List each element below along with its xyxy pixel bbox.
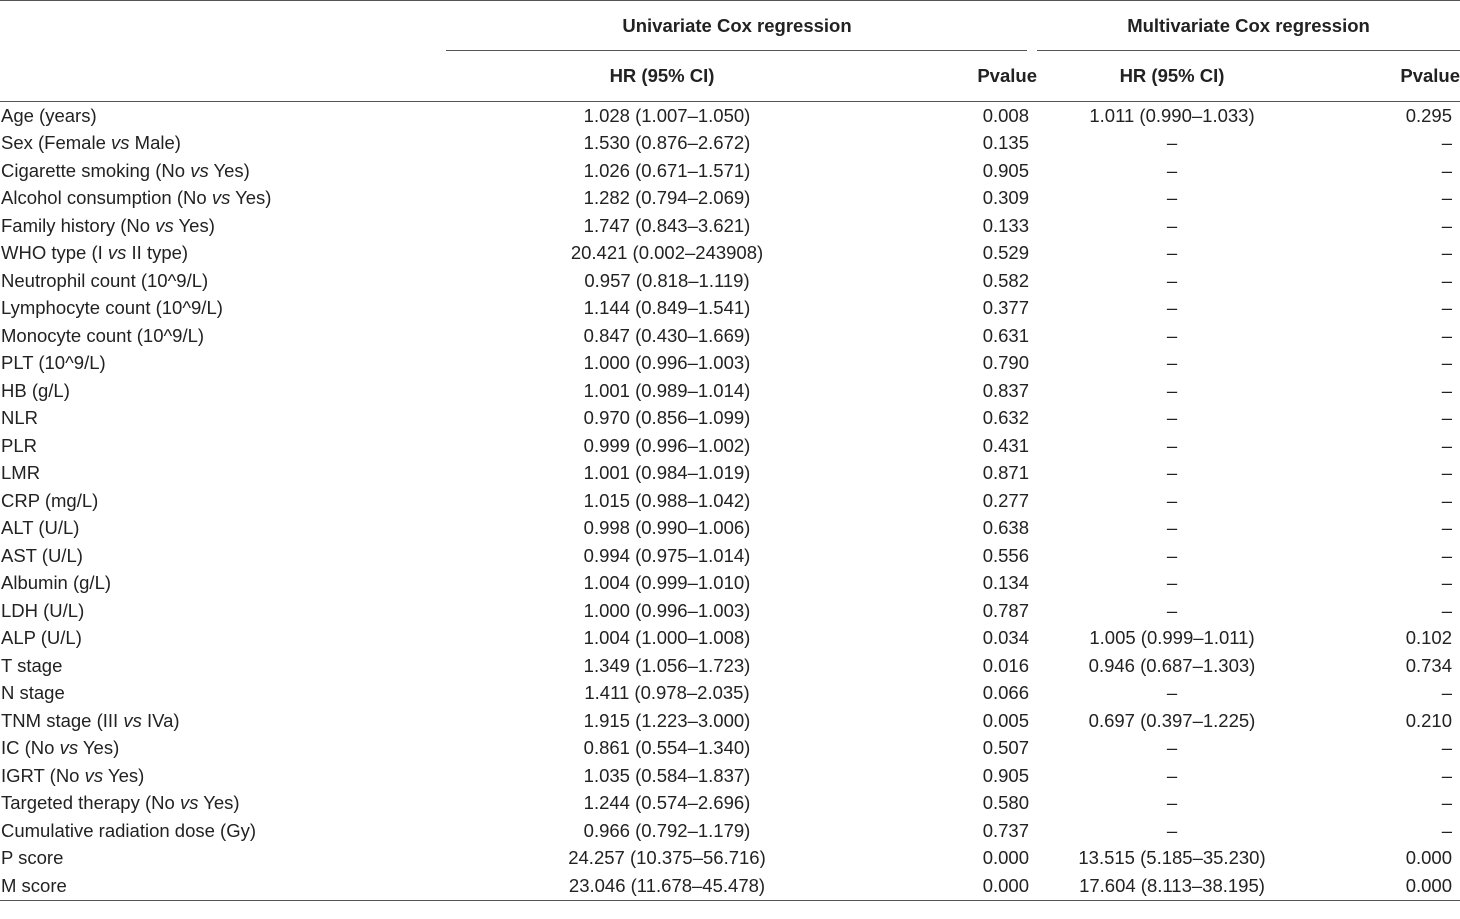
univariate-p-cell: 0.871 xyxy=(982,462,1029,484)
univariate-p-cell: 0.837 xyxy=(982,379,1029,401)
multivariate-p-cell: – xyxy=(1441,132,1453,154)
variable-cell xyxy=(0,707,437,735)
variable-label: T stage xyxy=(1,654,63,676)
multivariate-hr-cell: 13.515 (5.185–35.230) xyxy=(1078,847,1266,869)
multivariate-p-cell: – xyxy=(1441,489,1453,511)
table-row xyxy=(0,185,1460,213)
variable-label-suffix: Male) xyxy=(129,132,181,154)
variable-label-suffix: Yes) xyxy=(78,737,120,759)
table-row xyxy=(0,735,1460,763)
univariate-p-cell: 0.005 xyxy=(982,709,1029,731)
multivariate-hr-cell: – xyxy=(1166,407,1178,429)
variable-label: Monocyte count (10^9/L) xyxy=(1,324,205,346)
variable-label: LDH (U/L) xyxy=(1,599,85,621)
univariate-p-cell: 0.507 xyxy=(982,737,1029,759)
table-row xyxy=(0,817,1460,845)
univariate-hr-cell: 0.999 (0.996–1.002) xyxy=(583,434,751,456)
table-row xyxy=(0,790,1460,818)
univariate-hr-cell: 1.001 (0.984–1.019) xyxy=(583,462,751,484)
table-row xyxy=(0,872,1460,900)
variable-label: HB (g/L) xyxy=(1,379,70,401)
univariate-hr-cell: 0.998 (0.990–1.006) xyxy=(583,517,751,539)
multivariate-hr-cell: – xyxy=(1166,242,1178,264)
univariate-p-cell: 0.000 xyxy=(887,872,1037,900)
variable-label: PLR xyxy=(1,434,37,456)
univariate-p-cell: 0.008 xyxy=(982,104,1029,126)
multivariate-hr-cell: – xyxy=(1166,517,1178,539)
univariate-hr-cell: 1.001 (0.989–1.014) xyxy=(583,379,751,401)
univariate-group-header xyxy=(437,1,1037,52)
univariate-hr-cell: 1.915 (1.223–3.000) xyxy=(583,709,751,731)
univariate-group-rule xyxy=(446,50,1027,51)
variable-label: Family history (No xyxy=(1,214,156,236)
univariate-hr-cell: 1.144 (0.849–1.541) xyxy=(583,297,751,319)
multivariate-hr-cell: – xyxy=(1166,489,1178,511)
variable-label-suffix: II type) xyxy=(126,242,189,264)
variable-cell xyxy=(0,377,437,405)
table-row xyxy=(0,460,1460,488)
multivariate-p-cell: 0.102 xyxy=(1405,627,1453,649)
multivariate-hr-cell: – xyxy=(1166,324,1178,346)
multivariate-hr-cell: – xyxy=(1166,132,1178,154)
multivariate-hr-cell: – xyxy=(1166,352,1178,374)
univariate-hr-cell: 1.004 (0.999–1.010) xyxy=(583,572,751,594)
univariate-hr-cell: 23.046 (11.678–45.478) xyxy=(437,872,887,900)
variable-cell xyxy=(0,432,437,460)
table-row xyxy=(0,652,1460,680)
multivariate-hr-cell: – xyxy=(1166,297,1178,319)
multivariate-p-cell: – xyxy=(1441,792,1453,814)
header-variable-cell xyxy=(0,51,437,102)
multivariate-p-cell: – xyxy=(1441,599,1453,621)
variable-label: TNM stage (III xyxy=(1,709,124,731)
univariate-hr-header: HR (95% CI) xyxy=(437,51,887,102)
univariate-hr-cell: 1.035 (0.584–1.837) xyxy=(583,764,751,786)
univariate-p-cell: 0.034 xyxy=(982,627,1029,649)
multivariate-p-cell: – xyxy=(1441,407,1453,429)
univariate-hr-cell: 0.970 (0.856–1.099) xyxy=(583,407,751,429)
table-header xyxy=(0,1,1460,102)
multivariate-p-cell: 0.295 xyxy=(1405,104,1453,126)
variable-label: Targeted therapy (No xyxy=(1,792,180,814)
variable-cell xyxy=(0,185,437,213)
multivariate-hr-cell: – xyxy=(1166,269,1178,291)
multivariate-p-cell: 0.000 xyxy=(1405,847,1453,869)
variable-label-suffix: Yes) xyxy=(198,792,240,814)
variable-label: Sex (Female xyxy=(1,132,112,154)
multivariate-p-cell: – xyxy=(1441,517,1453,539)
table-row xyxy=(0,212,1460,240)
univariate-p-cell: 0.638 xyxy=(982,517,1029,539)
table-body xyxy=(0,102,1460,901)
univariate-hr-cell: 0.861 (0.554–1.340) xyxy=(583,737,751,759)
variable-label: Alcohol consumption (No xyxy=(1,187,212,209)
variable-label: AST (U/L) xyxy=(1,544,83,566)
multivariate-group-label: Multivariate Cox regression xyxy=(1127,15,1370,36)
variable-cell xyxy=(0,295,437,323)
univariate-p-cell: 0.790 xyxy=(982,352,1029,374)
variable-label-suffix: Yes) xyxy=(208,159,250,181)
univariate-p-cell: 0.737 xyxy=(982,819,1029,841)
table-row xyxy=(0,432,1460,460)
multivariate-p-cell: – xyxy=(1441,544,1453,566)
vs-label: vs xyxy=(123,709,142,731)
variable-cell xyxy=(0,487,437,515)
variable-label: Cigarette smoking (No xyxy=(1,159,191,181)
variable-cell xyxy=(0,790,437,818)
multivariate-hr-cell: – xyxy=(1166,159,1178,181)
univariate-p-cell: 0.309 xyxy=(982,187,1029,209)
table-row xyxy=(0,570,1460,598)
multivariate-hr-cell: – xyxy=(1166,187,1178,209)
variable-label: ALT (U/L) xyxy=(1,517,80,539)
variable-cell xyxy=(0,872,437,900)
variable-cell xyxy=(0,570,437,598)
univariate-hr-cell: 1.015 (0.988–1.042) xyxy=(583,489,751,511)
multivariate-p-cell: – xyxy=(1441,737,1453,759)
variable-label: Neutrophil count (10^9/L) xyxy=(1,269,209,291)
variable-label: IGRT (No xyxy=(1,764,85,786)
multivariate-p-cell: 0.210 xyxy=(1405,709,1453,731)
univariate-p-cell: 0.582 xyxy=(982,269,1029,291)
multivariate-hr-cell: – xyxy=(1166,379,1178,401)
variable-label: IC (No xyxy=(1,737,60,759)
variable-cell xyxy=(0,597,437,625)
variable-cell xyxy=(0,460,437,488)
variable-label: M score xyxy=(1,874,67,896)
table-row xyxy=(0,267,1460,295)
variable-cell xyxy=(0,542,437,570)
variable-cell xyxy=(0,267,437,295)
univariate-p-cell: 0.134 xyxy=(982,572,1029,594)
table-row xyxy=(0,542,1460,570)
multivariate-p-cell: – xyxy=(1441,187,1453,209)
multivariate-hr-cell: 17.604 (8.113–38.195) xyxy=(1037,872,1307,900)
univariate-hr-cell: 1.026 (0.671–1.571) xyxy=(583,159,751,181)
univariate-p-cell: 0.133 xyxy=(982,214,1029,236)
multivariate-hr-cell: – xyxy=(1166,462,1178,484)
multivariate-hr-cell: – xyxy=(1166,434,1178,456)
variable-cell xyxy=(0,817,437,845)
univariate-hr-cell: 0.994 (0.975–1.014) xyxy=(583,544,751,566)
vs-label: vs xyxy=(190,159,209,181)
multivariate-p-cell: – xyxy=(1441,462,1453,484)
univariate-hr-cell: 0.966 (0.792–1.179) xyxy=(583,819,751,841)
variable-cell xyxy=(0,762,437,790)
variable-cell xyxy=(0,845,437,873)
variable-label-suffix: Yes) xyxy=(173,214,215,236)
vs-label: vs xyxy=(155,214,174,236)
multivariate-hr-cell: 1.005 (0.999–1.011) xyxy=(1089,627,1255,649)
univariate-p-cell: 0.000 xyxy=(982,847,1029,869)
multivariate-hr-cell: 0.697 (0.397–1.225) xyxy=(1088,709,1256,731)
table-row xyxy=(0,405,1460,433)
univariate-p-cell: 0.580 xyxy=(982,792,1029,814)
univariate-p-cell: 0.277 xyxy=(982,489,1029,511)
vs-label: vs xyxy=(107,242,127,264)
multivariate-hr-cell: 1.011 (0.990–1.033) xyxy=(1089,104,1255,126)
variable-cell xyxy=(0,212,437,240)
table-row xyxy=(0,295,1460,323)
univariate-p-cell: 0.905 xyxy=(982,764,1029,786)
multivariate-hr-header: HR (95% CI) xyxy=(1037,51,1307,102)
table-row xyxy=(0,625,1460,653)
variable-cell xyxy=(0,515,437,543)
multivariate-p-cell: – xyxy=(1441,269,1453,291)
univariate-p-cell: 0.631 xyxy=(982,324,1029,346)
multivariate-hr-cell: – xyxy=(1166,764,1178,786)
variable-cell xyxy=(0,625,437,653)
vs-label: vs xyxy=(111,132,130,154)
header-row-groups xyxy=(0,1,1460,52)
variable-cell xyxy=(0,130,437,158)
variable-label-suffix: Yes) xyxy=(103,764,145,786)
multivariate-p-cell: – xyxy=(1441,434,1453,456)
multivariate-p-header: Pvalue xyxy=(1307,51,1460,102)
table-row xyxy=(0,157,1460,185)
variable-label: ALP (U/L) xyxy=(1,627,82,649)
multivariate-hr-cell: – xyxy=(1166,682,1178,704)
table-row xyxy=(0,350,1460,378)
multivariate-hr-cell: – xyxy=(1166,572,1178,594)
multivariate-hr-cell: – xyxy=(1166,819,1178,841)
variable-cell xyxy=(0,652,437,680)
vs-label: vs xyxy=(211,187,231,209)
table-row xyxy=(0,680,1460,708)
multivariate-p-cell: – xyxy=(1441,297,1453,319)
multivariate-p-cell: – xyxy=(1441,352,1453,374)
univariate-hr-cell: 24.257 (10.375–56.716) xyxy=(568,847,766,869)
univariate-hr-cell: 0.847 (0.430–1.669) xyxy=(583,324,751,346)
header-row-columns xyxy=(0,51,1460,102)
multivariate-p-cell: – xyxy=(1441,324,1453,346)
univariate-p-cell: 0.377 xyxy=(982,297,1029,319)
univariate-p-cell: 0.787 xyxy=(982,599,1029,621)
variable-cell xyxy=(0,680,437,708)
variable-cell xyxy=(0,322,437,350)
univariate-hr-cell: 1.747 (0.843–3.621) xyxy=(583,214,751,236)
univariate-hr-cell: 20.421 (0.002–243908) xyxy=(570,242,764,264)
multivariate-p-cell: 0.000 xyxy=(1307,872,1460,900)
table-row xyxy=(0,845,1460,873)
variable-label: NLR xyxy=(1,407,39,429)
multivariate-hr-cell: – xyxy=(1166,737,1178,759)
variable-cell xyxy=(0,102,437,130)
table-row xyxy=(0,487,1460,515)
variable-label: CRP (mg/L) xyxy=(1,489,99,511)
variable-label: Albumin (g/L) xyxy=(1,572,112,594)
multivariate-group-rule xyxy=(1037,50,1460,51)
univariate-group-label: Univariate Cox regression xyxy=(622,15,852,36)
univariate-hr-cell: 1.244 (0.574–2.696) xyxy=(583,792,751,814)
univariate-hr-cell: 0.957 (0.818–1.119) xyxy=(584,269,750,291)
univariate-hr-cell: 1.530 (0.876–2.672) xyxy=(583,132,751,154)
variable-label: Lymphocyte count (10^9/L) xyxy=(1,297,223,319)
variable-cell xyxy=(0,735,437,763)
variable-cell xyxy=(0,240,437,268)
table-row xyxy=(0,762,1460,790)
variable-cell xyxy=(0,405,437,433)
univariate-hr-cell: 1.349 (1.056–1.723) xyxy=(583,654,751,676)
vs-label: vs xyxy=(179,792,199,814)
multivariate-p-cell: – xyxy=(1441,764,1453,786)
univariate-hr-cell: 1.000 (0.996–1.003) xyxy=(583,599,751,621)
variable-label: Age (years) xyxy=(1,104,97,126)
univariate-p-cell: 0.632 xyxy=(982,407,1029,429)
table-row xyxy=(0,515,1460,543)
univariate-p-cell: 0.016 xyxy=(982,654,1029,676)
variable-label-suffix: IVa) xyxy=(141,709,180,731)
multivariate-hr-cell: – xyxy=(1166,599,1178,621)
multivariate-p-cell: – xyxy=(1441,214,1453,236)
variable-label: P score xyxy=(1,847,64,869)
vs-label: vs xyxy=(84,764,104,786)
univariate-p-cell: 0.431 xyxy=(982,434,1029,456)
multivariate-p-cell: – xyxy=(1441,242,1453,264)
univariate-p-cell: 0.135 xyxy=(982,132,1029,154)
univariate-hr-cell: 1.028 (1.007–1.050) xyxy=(583,104,751,126)
variable-label: LMR xyxy=(1,462,41,484)
multivariate-group-header xyxy=(1037,1,1460,52)
table-row xyxy=(0,707,1460,735)
variable-label: PLT (10^9/L) xyxy=(1,352,106,374)
univariate-hr-cell: 1.000 (0.996–1.003) xyxy=(583,352,751,374)
variable-label: Cumulative radiation dose (Gy) xyxy=(1,819,256,841)
multivariate-p-cell: – xyxy=(1441,819,1453,841)
multivariate-p-cell: – xyxy=(1441,159,1453,181)
variable-label-suffix: Yes) xyxy=(230,187,272,209)
univariate-hr-cell: 1.282 (0.794–2.069) xyxy=(583,187,751,209)
univariate-p-header: Pvalue xyxy=(887,51,1037,102)
table-row xyxy=(0,102,1460,130)
multivariate-p-cell: – xyxy=(1441,572,1453,594)
variable-cell xyxy=(0,350,437,378)
multivariate-p-cell: – xyxy=(1441,379,1453,401)
univariate-hr-cell: 1.004 (1.000–1.008) xyxy=(583,627,751,649)
table-row xyxy=(0,130,1460,158)
univariate-hr-cell: 1.411 (0.978–2.035) xyxy=(584,682,750,704)
vs-label: vs xyxy=(59,737,79,759)
multivariate-hr-cell: 0.946 (0.687–1.303) xyxy=(1088,654,1256,676)
univariate-p-cell: 0.905 xyxy=(982,159,1029,181)
multivariate-hr-cell: – xyxy=(1166,214,1178,236)
variable-label: N stage xyxy=(1,682,65,704)
univariate-p-cell: 0.556 xyxy=(982,544,1029,566)
univariate-p-cell: 0.066 xyxy=(982,682,1029,704)
header-empty-cell xyxy=(0,1,437,52)
table-row xyxy=(0,377,1460,405)
variable-cell xyxy=(0,157,437,185)
table-row xyxy=(0,597,1460,625)
multivariate-hr-cell: – xyxy=(1166,544,1178,566)
univariate-p-cell: 0.529 xyxy=(982,242,1029,264)
variable-label: WHO type (I xyxy=(1,242,108,264)
multivariate-hr-cell: – xyxy=(1166,792,1178,814)
table-row xyxy=(0,240,1460,268)
multivariate-p-cell: – xyxy=(1441,682,1453,704)
table-row xyxy=(0,322,1460,350)
multivariate-p-cell: 0.734 xyxy=(1405,654,1453,676)
